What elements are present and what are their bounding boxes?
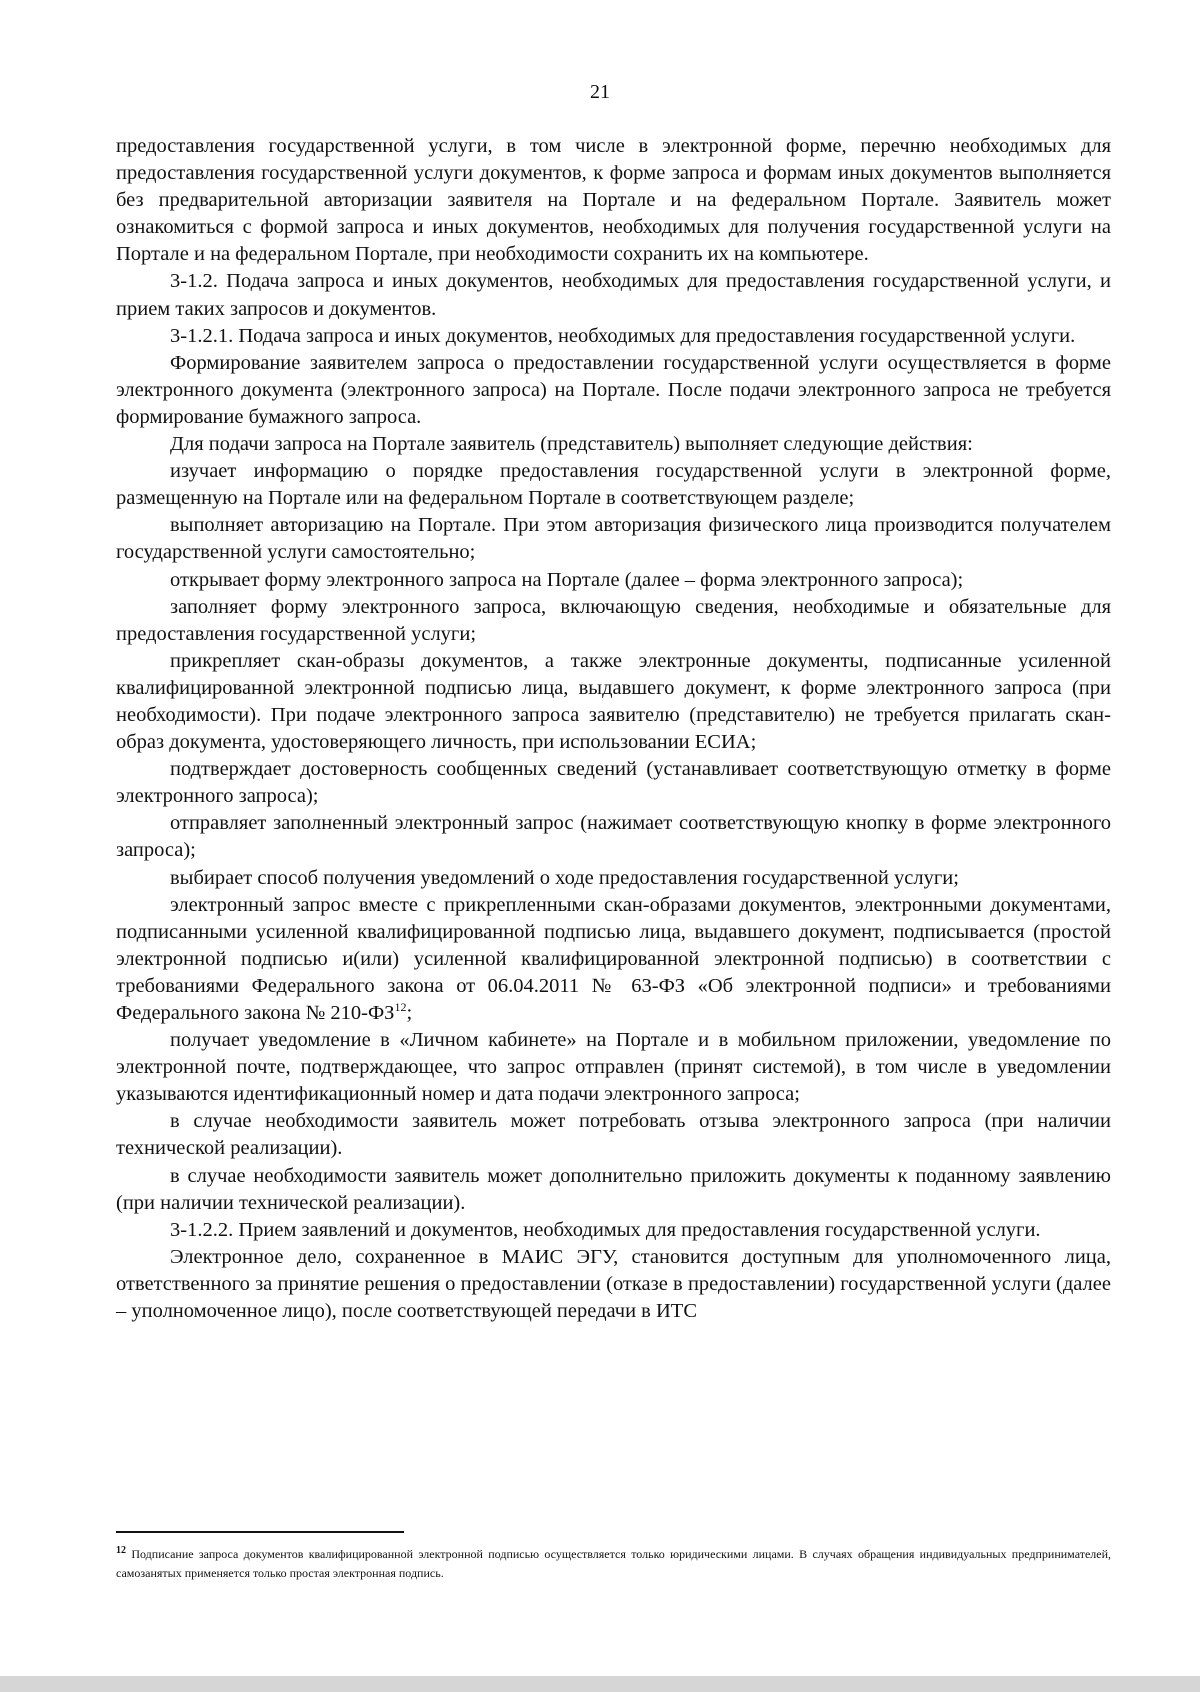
body-text bbox=[116, 133, 1111, 1325]
footnote-reference: 12 bbox=[394, 1000, 407, 1015]
list-item: изучает информацию о порядке предоставления государственной услуги в электронной форме, размещенную на Портале или на федеральном Портале в соответствующем разделе; bbox=[116, 460, 1111, 510]
paragraph: Для подачи запроса на Портале заявитель (представитель) выполняет следующие действия: bbox=[170, 433, 973, 456]
paragraph: Формирование заявителем запроса о предоставлении государственной услуги осуществляется в форме электронного документа (электронного запроса) на Портале. После подачи электронного запроса не требуется формирование бумажного запроса. bbox=[116, 351, 1111, 428]
footnote-marker: 12 bbox=[116, 1545, 126, 1556]
list-item: выбирает способ получения уведомлений о ходе предоставления государственной услуги; bbox=[170, 866, 959, 889]
list-item: подтверждает достоверность сообщенных сведений (устанавливает соответствующую отметку в форме электронного запроса); bbox=[116, 758, 1111, 808]
paragraph: предоставления государственной услуги, в том числе в электронной форме, перечню необходимых для предоставления государственной услуги документов, к форме запроса и формам иных документов выполняется без предварительной авторизации заявителя на Портале и на федеральном Портале. Заявитель может ознакомиться с формой запроса и иных документов, необходимых для получения государственной услуги на Портале и на федеральном Портале, при необходимости сохранить их на компьютере. bbox=[116, 135, 1111, 266]
section-heading-3-1-2-1: 3-1.2.1. Подача запроса и иных документов, необходимых для предоставления государственной услуги. bbox=[170, 324, 1076, 347]
footnote-text: Подписание запроса документов квалифицированной электронной подписью осуществляется только юридическими лицами. В случаях обращения индивидуальных предпринимателей, самозанятых применяется только простая электронная подпись. bbox=[116, 1547, 1112, 1580]
list-item-with-footnote bbox=[116, 892, 1111, 1027]
section-heading-3-1-2-2: 3-1.2.2. Прием заявлений и документов, необходимых для предоставления государственной услуги. bbox=[170, 1218, 1041, 1241]
list-item: заполняет форму электронного запроса, включающую сведения, необходимые и обязательные для предоставления государственной услуги; bbox=[116, 595, 1111, 645]
list-item: прикрепляет скан-образы документов, а также электронные документы, подписанные усиленной квалифицированной электронной подписью лица, выдавшего документ, к форме электронного запроса (при необходимости). При подаче электронного запроса заявителю (представителю) не требуется прилагать скан-образ документа, удостоверяющего личность, при использовании ЕСИА; bbox=[116, 649, 1111, 754]
list-item: открывает форму электронного запроса на Портале (далее – форма электронного запроса); bbox=[170, 568, 964, 591]
footnote bbox=[116, 1545, 1111, 1583]
list-item-text: электронный запрос вместе с прикрепленными скан-образами документов, электронными документами, подписанными усиленной квалифицированной подписью лица, выдавшего документ, подписывается (простой электронной подписью и(или) усиленной квалифицированной электронной подписью) в соответствии с требованиями Федерального закона от 06.04.2011 № 63-ФЗ «Об электронной подписи» и требованиями Федерального закона № 210-ФЗ bbox=[116, 893, 1111, 1024]
list-item-tail: ; bbox=[406, 1002, 413, 1024]
page-number: 21 bbox=[590, 81, 610, 103]
list-item: отправляет заполненный электронный запрос (нажимает соответствующую кнопку в форме электронного запроса); bbox=[116, 812, 1111, 862]
scan-bottom-edge bbox=[0, 1676, 1200, 1692]
footnote-separator bbox=[116, 1531, 404, 1533]
paragraph: Электронное дело, сохраненное в МАИС ЭГУ, становится доступным для уполномоченного лица, ответственного за принятие решения о предоставлении (отказе в предоставлении) государственной услуги (далее – уполномоченное лицо), после соответствующей передачи в ИТС bbox=[116, 1245, 1111, 1323]
list-item: в случае необходимости заявитель может дополнительно приложить документы к поданному заявлению (при наличии технической реализации). bbox=[116, 1164, 1111, 1214]
list-item: получает уведомление в «Личном кабинете» на Портале и в мобильном приложении, уведомление по электронной почте, подтверждающее, что запрос отправлен (принят системой), в том числе в уведомлении указываются идентификационный номер и дата подачи электронного запроса; bbox=[116, 1029, 1111, 1106]
list-item: в случае необходимости заявитель может потребовать отзыва электронного запроса (при наличии технической реализации). bbox=[116, 1110, 1111, 1160]
section-heading-3-1-2: 3-1.2. Подача запроса и иных документов, необходимых для предоставления государственной услуги, и прием таких запросов и документов. bbox=[116, 270, 1111, 320]
list-item: выполняет авторизацию на Портале. При этом авторизация физического лица производится получателем государственной услуги самостоятельно; bbox=[116, 514, 1111, 564]
